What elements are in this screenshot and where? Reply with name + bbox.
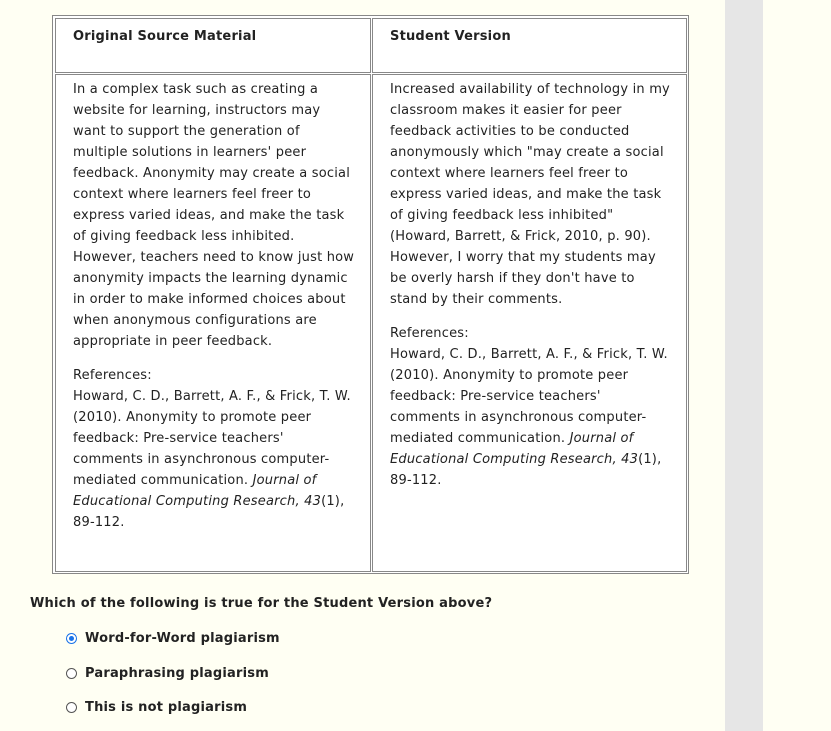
right-panel-edge — [725, 0, 763, 731]
student-refs-label: References: — [390, 326, 469, 341]
original-refs-label: References: — [73, 368, 152, 383]
student-text: Increased availability of technology in my classroom makes it easier for peer feedback activities to be conducted anonymously which "may create a social context where learners feel freer to express varied ideas, and make the task of giving feedback less inhibited" (Howard, Barrett, & Frick, 2010, p. 90). However, I worry that my students may be overly harsh if they don't have to stand by their comments. — [390, 82, 670, 307]
option-paraphrasing[interactable] — [66, 666, 269, 681]
student-version-cell — [372, 74, 687, 572]
option-label[interactable]: Paraphrasing plagiarism — [85, 666, 269, 681]
question-text: Which of the following is true for the Student Version above? — [30, 596, 493, 611]
original-citation: Howard, C. D., Barrett, A. F., & Frick, T. W. (2010). Anonymity to promote peer feedback: Pre-service teachers' comments in asynchronous computer-mediated communication. Journal of Educational Computing Research, 43(1), 89-112. — [73, 389, 351, 530]
option-word-for-word[interactable] — [66, 631, 280, 646]
student-citation: Howard, C. D., Barrett, A. F., & Frick, T. W. (2010). Anonymity to promote peer feedback: Pre-service teachers' comments in asynchronous computer-mediated communication. Journal of Educational Computing Research, 43(1), 89-112. — [390, 347, 668, 488]
option-label[interactable]: Word-for-Word plagiarism — [85, 631, 280, 646]
radio-button[interactable] — [66, 668, 77, 679]
original-source-cell — [55, 74, 371, 572]
header-student: Student Version — [372, 18, 687, 73]
radio-button[interactable] — [66, 633, 77, 644]
original-text: In a complex task such as creating a website for learning, instructors may want to support the generation of multiple solutions in learners' peer feedback. Anonymity may create a social context where learners feel freer to express varied ideas, and make the task of giving feedback less inhibited. However, teachers need to know just how anonymity impacts the learning dynamic in order to make informed choices about when anonymous configurations are appropriate in peer feedback. — [73, 82, 355, 349]
option-label[interactable]: This is not plagiarism — [85, 700, 248, 715]
comparison-table — [52, 15, 689, 574]
header-original: Original Source Material — [55, 18, 371, 73]
radio-button[interactable] — [66, 702, 77, 713]
option-not-plagiarism[interactable] — [66, 700, 247, 715]
